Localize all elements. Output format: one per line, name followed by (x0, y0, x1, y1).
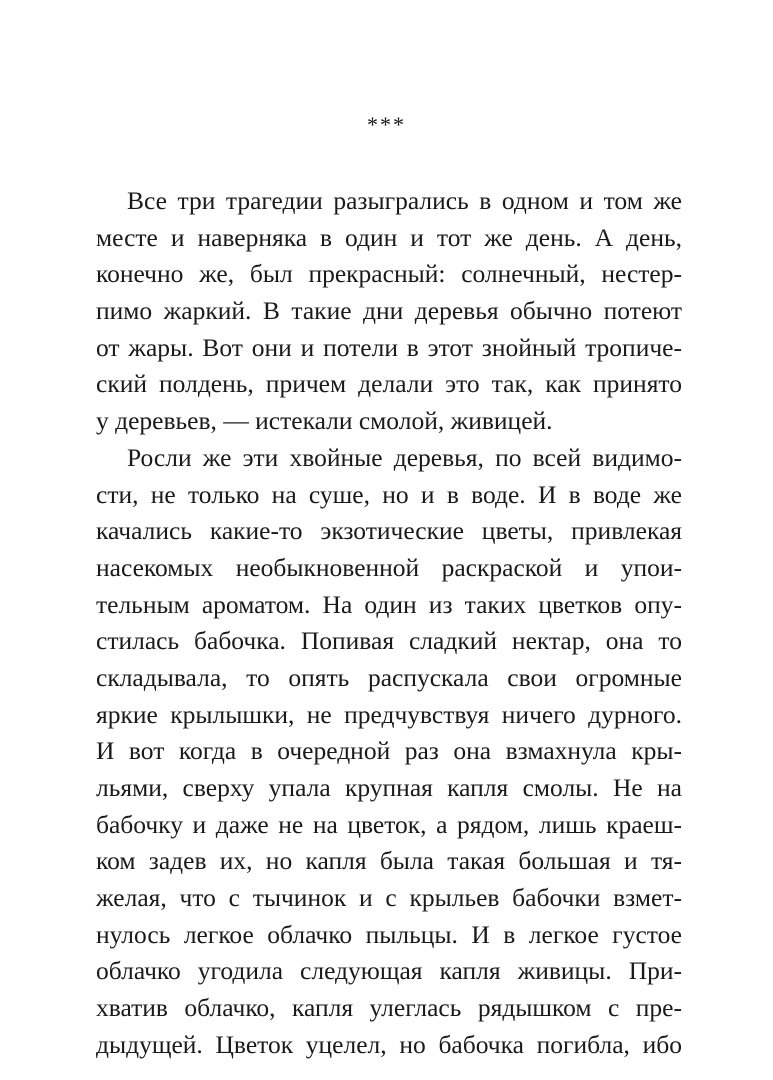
text-line: у деревьев, — истекали смолой, живицей. (96, 406, 553, 436)
text-line: пимо жаркий. В такие дни деревья обычно потеют (96, 296, 682, 326)
text-line: нулось легкое облачко пыльцы. И в легкое густое (96, 919, 682, 949)
text-line: бабочку и даже не на цветок, а рядом, лишь краеш- (96, 809, 682, 839)
text-line: хватив облачко, капля улеглась рядышком с пре- (96, 993, 682, 1023)
section-separator: *** (367, 112, 406, 137)
text-line: конечно же, был прекрасный: солнечный, нестер- (96, 259, 682, 289)
text-line: И вот когда в очередной раз она взмахнула кры- (96, 736, 682, 766)
body-text (96, 183, 682, 1064)
text-line: яркие крылышки, не предчувствуя ничего дурного. (96, 699, 682, 729)
text-line: желая, что с тычинок и с крыльев бабочки взмет- (96, 883, 682, 913)
text-line: ком задев их, но капля была такая большая и тя- (96, 846, 682, 876)
text-line: насекомых необыкновенной раскраской и упои- (96, 552, 682, 582)
text-line: облачко угодила следующая капля живицы. При- (96, 956, 682, 986)
text-line: ский полдень, причем делали это так, как принято (96, 369, 682, 399)
text-line: льями, сверху упала крупная капля смолы. Не на (96, 773, 682, 802)
text-line: Все три трагедии разыгрались в одном и том же (127, 186, 682, 215)
text-line: месте и наверняка в один и тот же день. А день, (96, 222, 682, 252)
text-line: тельным ароматом. На один из таких цветков опу- (96, 589, 682, 619)
text-line: Росли же эти хвойные деревья, по всей видимо- (127, 442, 682, 472)
text-line: от жары. Вот они и потели в этот знойный тропиче- (96, 332, 682, 362)
text-line: качались какие-то экзотические цветы, привлекая (96, 516, 682, 546)
text-line: сти, не только на суше, но и в воде. И в воде же (96, 479, 682, 509)
text-line: складывала, то опять распускала свои огромные (96, 662, 682, 692)
text-line: стилась бабочка. Попивая сладкий нектар, она то (96, 626, 682, 656)
text-line: дыдущей. Цветок уцелел, но бабочка погибла, ибо (96, 1029, 682, 1059)
